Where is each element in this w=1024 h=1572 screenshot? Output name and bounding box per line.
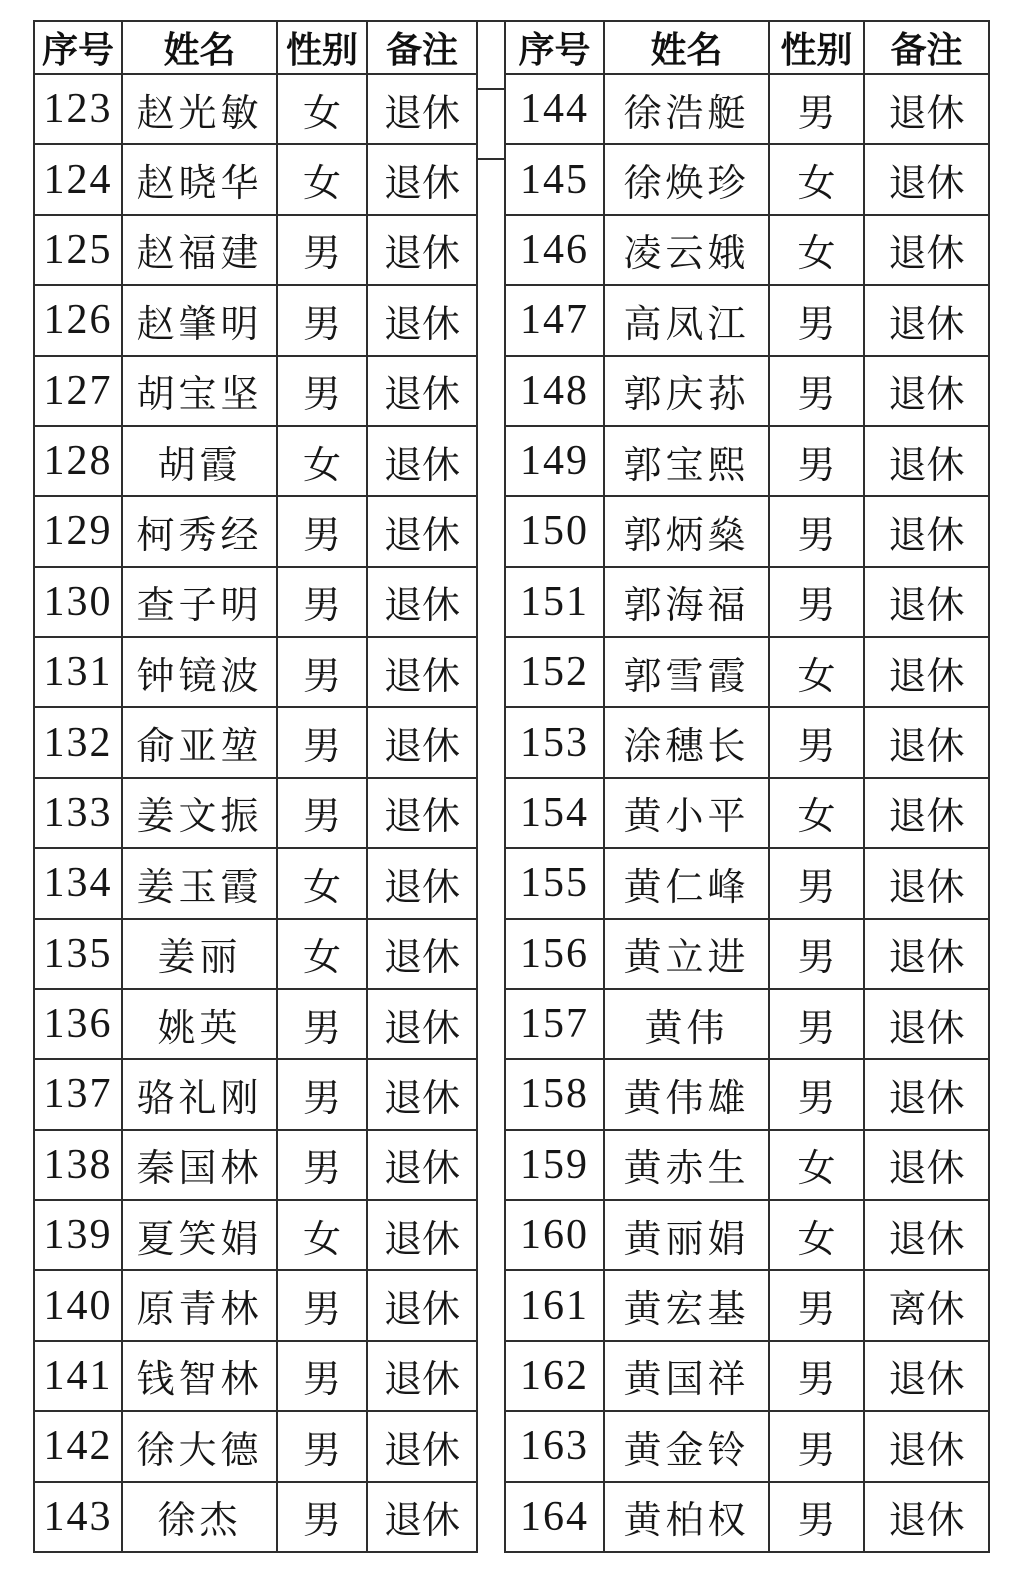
table-row (505, 496, 989, 566)
cell-no: 123 (34, 74, 122, 144)
cell-no: 151 (505, 567, 604, 637)
cell-gender: 男 (769, 1059, 864, 1129)
table-row (34, 1200, 477, 1270)
cell-gender: 男 (769, 567, 864, 637)
cell-name: 郭雪霞 (604, 637, 769, 707)
cell-gender: 男 (277, 1411, 367, 1481)
table-row (505, 778, 989, 848)
cell-no: 125 (34, 215, 122, 285)
table-row (505, 426, 989, 496)
cell-name: 徐杰 (122, 1482, 277, 1553)
cell-note: 退休 (367, 848, 477, 918)
gutter-first-row-cell (478, 90, 504, 160)
table-row (34, 1411, 477, 1481)
cell-note: 退休 (367, 144, 477, 214)
table-row (505, 1482, 989, 1553)
header-no: 序号 (505, 21, 604, 74)
cell-gender: 男 (277, 778, 367, 848)
cell-no: 160 (505, 1200, 604, 1270)
cell-gender: 男 (769, 1482, 864, 1553)
cell-gender: 男 (769, 919, 864, 989)
cell-no: 149 (505, 426, 604, 496)
cell-note: 退休 (367, 778, 477, 848)
cell-note: 退休 (864, 426, 989, 496)
header-note: 备注 (864, 21, 989, 74)
cell-no: 131 (34, 637, 122, 707)
table-row (34, 707, 477, 777)
cell-no: 157 (505, 989, 604, 1059)
table-row (505, 1411, 989, 1481)
cell-gender: 女 (769, 778, 864, 848)
cell-no: 133 (34, 778, 122, 848)
cell-note: 退休 (864, 1341, 989, 1411)
cell-note: 退休 (367, 1270, 477, 1340)
table-row (34, 1130, 477, 1200)
cell-gender: 男 (769, 496, 864, 566)
left-table-header-row (34, 21, 477, 74)
table-row (34, 848, 477, 918)
cell-name: 黄仁峰 (604, 848, 769, 918)
cell-no: 146 (505, 215, 604, 285)
table-row (505, 637, 989, 707)
cell-no: 154 (505, 778, 604, 848)
header-name: 姓名 (122, 21, 277, 74)
cell-name: 查子明 (122, 567, 277, 637)
cell-gender: 男 (769, 707, 864, 777)
table-row (34, 1482, 477, 1553)
cell-name: 黄柏权 (604, 1482, 769, 1553)
cell-gender: 男 (277, 496, 367, 566)
cell-name: 骆礼刚 (122, 1059, 277, 1129)
cell-no: 138 (34, 1130, 122, 1200)
cell-no: 127 (34, 356, 122, 426)
table-row (34, 567, 477, 637)
roster-sheet (33, 20, 990, 1553)
table-row (34, 1059, 477, 1129)
cell-gender: 男 (277, 1341, 367, 1411)
cell-name: 赵肇明 (122, 285, 277, 355)
cell-note: 离休 (864, 1270, 989, 1340)
cell-no: 163 (505, 1411, 604, 1481)
cell-no: 155 (505, 848, 604, 918)
right-table (504, 20, 990, 1553)
left-table (33, 20, 478, 1553)
cell-gender: 女 (769, 1130, 864, 1200)
cell-gender: 女 (277, 426, 367, 496)
cell-name: 赵光敏 (122, 74, 277, 144)
cell-gender: 女 (277, 144, 367, 214)
cell-name: 黄小平 (604, 778, 769, 848)
cell-no: 130 (34, 567, 122, 637)
cell-name: 黄伟 (604, 989, 769, 1059)
cell-no: 159 (505, 1130, 604, 1200)
table-row (34, 215, 477, 285)
cell-note: 退休 (367, 707, 477, 777)
cell-no: 147 (505, 285, 604, 355)
cell-gender: 男 (769, 1411, 864, 1481)
cell-note: 退休 (367, 919, 477, 989)
cell-note: 退休 (367, 426, 477, 496)
cell-no: 148 (505, 356, 604, 426)
cell-note: 退休 (864, 285, 989, 355)
cell-note: 退休 (864, 215, 989, 285)
cell-gender: 男 (277, 567, 367, 637)
cell-gender: 女 (769, 215, 864, 285)
cell-name: 赵福建 (122, 215, 277, 285)
cell-name: 黄金铃 (604, 1411, 769, 1481)
cell-name: 凌云娥 (604, 215, 769, 285)
cell-no: 126 (34, 285, 122, 355)
table-row (34, 285, 477, 355)
cell-no: 145 (505, 144, 604, 214)
cell-name: 黄立进 (604, 919, 769, 989)
cell-note: 退休 (864, 356, 989, 426)
cell-no: 150 (505, 496, 604, 566)
cell-gender: 男 (277, 215, 367, 285)
cell-gender: 男 (277, 1270, 367, 1340)
table-row (34, 74, 477, 144)
cell-name: 涂穗长 (604, 707, 769, 777)
cell-no: 158 (505, 1059, 604, 1129)
cell-note: 退休 (367, 1130, 477, 1200)
table-row (505, 1341, 989, 1411)
cell-gender: 男 (769, 989, 864, 1059)
cell-note: 退休 (367, 1482, 477, 1553)
table-row (34, 919, 477, 989)
table-row (34, 144, 477, 214)
table-row (34, 496, 477, 566)
cell-note: 退休 (864, 848, 989, 918)
cell-name: 高凤江 (604, 285, 769, 355)
table-row (505, 1059, 989, 1129)
table-row (505, 356, 989, 426)
cell-note: 退休 (367, 567, 477, 637)
cell-name: 黄宏基 (604, 1270, 769, 1340)
cell-note: 退休 (367, 74, 477, 144)
cell-note: 退休 (864, 707, 989, 777)
cell-gender: 男 (277, 356, 367, 426)
cell-name: 钱智林 (122, 1341, 277, 1411)
cell-gender: 男 (769, 74, 864, 144)
table-row (34, 356, 477, 426)
cell-note: 退休 (367, 285, 477, 355)
table-row (34, 1341, 477, 1411)
cell-no: 135 (34, 919, 122, 989)
header-gender: 性别 (769, 21, 864, 74)
cell-name: 郭宝熙 (604, 426, 769, 496)
cell-name: 姜丽 (122, 919, 277, 989)
gutter-header-cell (478, 20, 504, 90)
cell-name: 黄丽娟 (604, 1200, 769, 1270)
table-row (505, 74, 989, 144)
cell-name: 徐浩艇 (604, 74, 769, 144)
cell-name: 姜文振 (122, 778, 277, 848)
cell-note: 退休 (367, 215, 477, 285)
cell-no: 143 (34, 1482, 122, 1553)
right-table-header-row (505, 21, 989, 74)
cell-no: 161 (505, 1270, 604, 1340)
cell-note: 退休 (367, 1341, 477, 1411)
right-table-body (505, 74, 989, 1552)
table-row (505, 1270, 989, 1340)
cell-note: 退休 (864, 144, 989, 214)
cell-name: 夏笑娟 (122, 1200, 277, 1270)
cell-no: 156 (505, 919, 604, 989)
cell-note: 退休 (864, 567, 989, 637)
header-gender: 性别 (277, 21, 367, 74)
cell-gender: 男 (277, 1059, 367, 1129)
cell-no: 152 (505, 637, 604, 707)
table-gutter (478, 20, 504, 1553)
cell-gender: 女 (277, 74, 367, 144)
cell-gender: 男 (277, 637, 367, 707)
table-row (505, 848, 989, 918)
cell-no: 153 (505, 707, 604, 777)
cell-gender: 男 (277, 1482, 367, 1553)
table-row (34, 778, 477, 848)
cell-name: 原青林 (122, 1270, 277, 1340)
cell-gender: 女 (769, 637, 864, 707)
cell-name: 黄伟雄 (604, 1059, 769, 1129)
cell-no: 141 (34, 1341, 122, 1411)
cell-no: 140 (34, 1270, 122, 1340)
cell-name: 姜玉霞 (122, 848, 277, 918)
table-row (34, 426, 477, 496)
table-row (505, 919, 989, 989)
cell-note: 退休 (864, 778, 989, 848)
table-row (505, 707, 989, 777)
cell-gender: 男 (277, 989, 367, 1059)
cell-name: 徐大德 (122, 1411, 277, 1481)
header-name: 姓名 (604, 21, 769, 74)
table-row (505, 989, 989, 1059)
cell-name: 胡宝坚 (122, 356, 277, 426)
header-no: 序号 (34, 21, 122, 74)
cell-note: 退休 (864, 1482, 989, 1553)
cell-name: 俞亚堃 (122, 707, 277, 777)
cell-gender: 男 (769, 1341, 864, 1411)
header-note: 备注 (367, 21, 477, 74)
cell-no: 139 (34, 1200, 122, 1270)
cell-gender: 男 (769, 1270, 864, 1340)
cell-note: 退休 (367, 1059, 477, 1129)
cell-gender: 女 (277, 1200, 367, 1270)
cell-note: 退休 (367, 1200, 477, 1270)
cell-gender: 男 (277, 707, 367, 777)
cell-name: 黄国祥 (604, 1341, 769, 1411)
cell-no: 129 (34, 496, 122, 566)
cell-no: 136 (34, 989, 122, 1059)
table-row (505, 215, 989, 285)
cell-name: 赵晓华 (122, 144, 277, 214)
cell-gender: 男 (277, 1130, 367, 1200)
cell-no: 124 (34, 144, 122, 214)
cell-gender: 男 (769, 426, 864, 496)
table-row (505, 567, 989, 637)
cell-note: 退休 (367, 496, 477, 566)
cell-gender: 女 (277, 919, 367, 989)
cell-note: 退休 (864, 989, 989, 1059)
cell-no: 164 (505, 1482, 604, 1553)
cell-name: 胡霞 (122, 426, 277, 496)
cell-name: 秦国林 (122, 1130, 277, 1200)
cell-name: 郭庆荪 (604, 356, 769, 426)
cell-note: 退休 (864, 74, 989, 144)
cell-gender: 男 (769, 285, 864, 355)
left-table-body (34, 74, 477, 1552)
cell-note: 退休 (864, 1200, 989, 1270)
cell-note: 退休 (864, 1059, 989, 1129)
cell-no: 128 (34, 426, 122, 496)
cell-note: 退休 (367, 1411, 477, 1481)
cell-note: 退休 (864, 1411, 989, 1481)
cell-name: 柯秀经 (122, 496, 277, 566)
cell-name: 钟镜波 (122, 637, 277, 707)
table-row (34, 1270, 477, 1340)
table-row (505, 1130, 989, 1200)
table-row (34, 989, 477, 1059)
cell-name: 黄赤生 (604, 1130, 769, 1200)
table-row (505, 144, 989, 214)
cell-no: 134 (34, 848, 122, 918)
cell-note: 退休 (367, 356, 477, 426)
cell-gender: 女 (769, 144, 864, 214)
cell-name: 郭海福 (604, 567, 769, 637)
cell-gender: 男 (277, 285, 367, 355)
cell-name: 徐焕珍 (604, 144, 769, 214)
cell-no: 137 (34, 1059, 122, 1129)
cell-no: 132 (34, 707, 122, 777)
table-row (505, 285, 989, 355)
cell-note: 退休 (367, 989, 477, 1059)
cell-gender: 男 (769, 356, 864, 426)
cell-gender: 女 (277, 848, 367, 918)
table-row (505, 1200, 989, 1270)
cell-no: 162 (505, 1341, 604, 1411)
cell-name: 郭炳燊 (604, 496, 769, 566)
cell-note: 退休 (864, 637, 989, 707)
cell-gender: 女 (769, 1200, 864, 1270)
cell-name: 姚英 (122, 989, 277, 1059)
cell-no: 144 (505, 74, 604, 144)
cell-gender: 男 (769, 848, 864, 918)
table-row (34, 637, 477, 707)
cell-note: 退休 (864, 1130, 989, 1200)
cell-note: 退休 (864, 919, 989, 989)
cell-note: 退休 (367, 637, 477, 707)
cell-note: 退休 (864, 496, 989, 566)
cell-no: 142 (34, 1411, 122, 1481)
